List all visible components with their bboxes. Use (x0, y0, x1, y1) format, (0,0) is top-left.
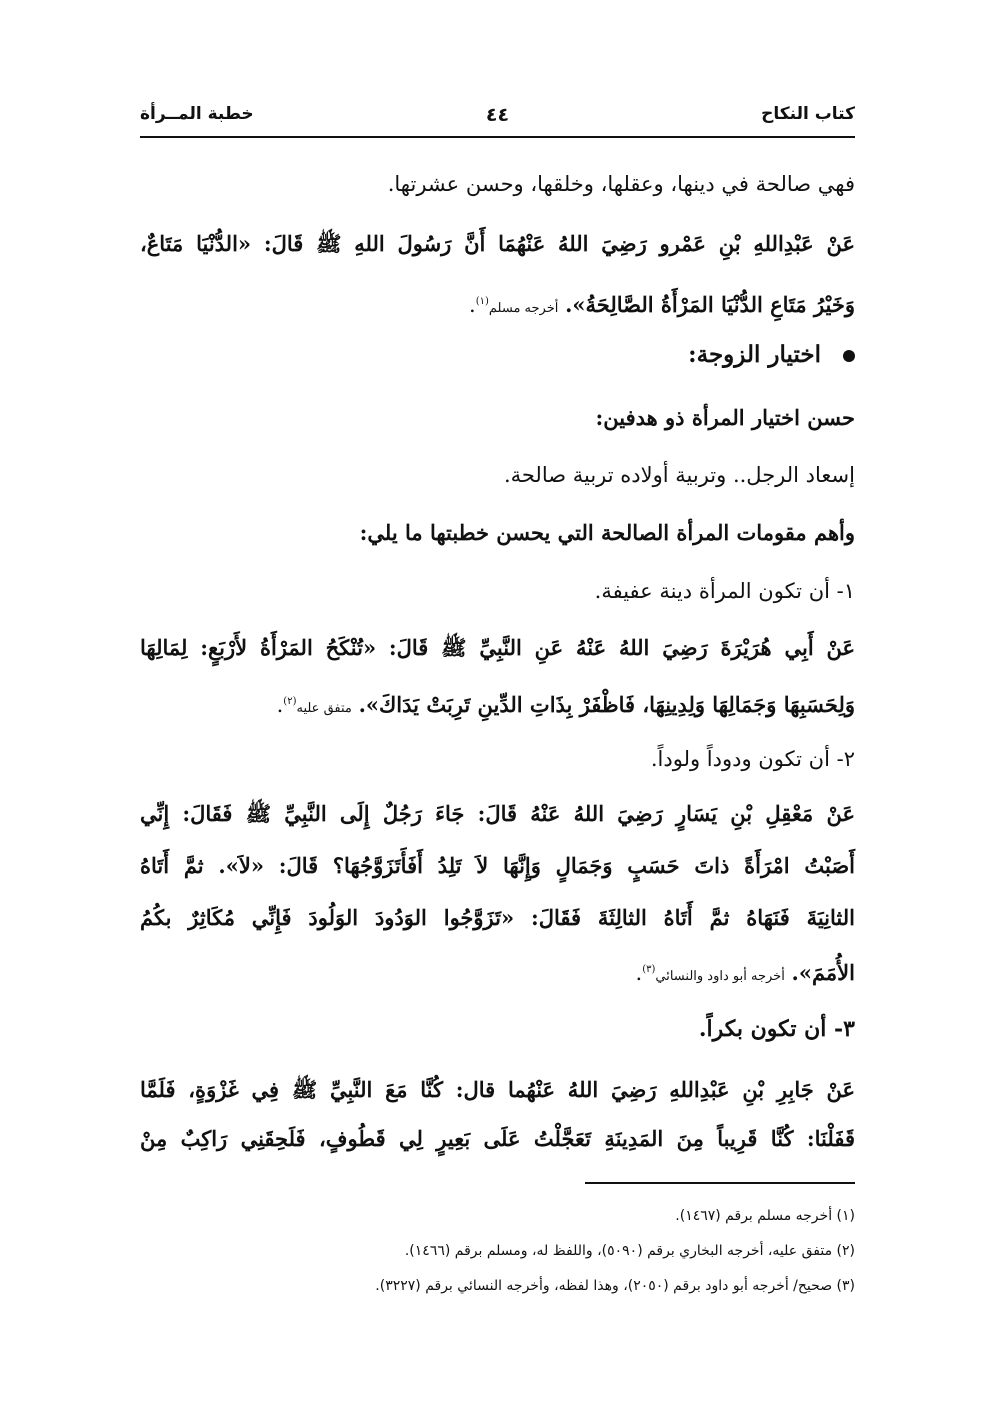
list-item-heading: ٣- أن تكون بكراً. (698, 1016, 855, 1042)
list-item-heading: ١- أن تكون المرأة دينة عفيفة. (594, 579, 855, 603)
hadith-line: الأُمَمَ». أخرجه أبو داود والنسائي$^{(٣)}$. (635, 960, 855, 985)
footnote-ref: (١) (475, 296, 489, 307)
hadith-text: وَخَيْرُ مَتَاعِ الدُّنْيَا المَرْأَةُ الصَّالِحَةُ». (565, 292, 855, 317)
section-heading (140, 340, 855, 370)
body-line: إسعاد الرجل.. وتربية أولاده تربية صالحة. (503, 463, 855, 487)
source-note: أخرجه مسلم (488, 301, 559, 316)
hadith-line: وَخَيْرُ مَتَاعِ الدُّنْيَا المَرْأَةُ الصَّالِحَةُ». أخرجه مسلم$^{(١)}$. (469, 292, 855, 317)
hadith-line (140, 851, 855, 881)
section-heading-text: اختيار الزوجة: (688, 341, 821, 368)
hadith-line (140, 229, 855, 259)
footnote-ref: (٣) (642, 964, 656, 975)
hadith-text: وَلِحَسَبِهَا وَجَمَالِهَا وَلِدِينِهَا، فَاظْفَرْ بِذَاتِ الدِّينِ تَرِبَتْ يَدَاكَ». (358, 692, 855, 717)
hadith-text: الأُمَمَ». (791, 960, 855, 985)
hadith-text: أَصَبْتُ امْرَأَةً ذاتَ حَسَبٍ وَجَمَالٍ وَإِنَّهَا لاَ تَلِدُ أَفَأَتَزَوَّجُهَا؟ قَالَ: «لاَ». ثمَّ أَتَاهُ (140, 853, 855, 878)
header-divider (140, 136, 855, 138)
running-header (140, 104, 855, 134)
bullet-icon (843, 350, 855, 362)
list-item-heading: ٢- أن تكون ودوداً ولوداً. (650, 747, 855, 771)
chapter-title: خطبة المــرأة (140, 104, 254, 124)
hadith-text: عَنْ أَبِي هُرَيْرَةَ رَضِيَ اللهُ عَنْهُ عَنِ النَّبِيِّ ﷺ قَالَ: «تُنْكَحُ المَرْأَةُ لأَرْبَعٍ: لِمَالِهَا (140, 635, 855, 660)
hadith-text: عَنْ جَابِرِ بْنِ عَبْدِاللهِ رَضِيَ اللهُ عَنْهُما قال: كُنَّا مَعَ النَّبِيِّ ﷺ فِي غَزْوَةٍ، فَلَمَّا (140, 1077, 855, 1102)
footnote: (٢) متفق عليه، أخرجه البخاري برقم (٥٠٩٠)، واللفظ له، ومسلم برقم (١٤٦٦). (404, 1243, 855, 1259)
subheading: حسن اختيار المرأة ذو هدفين: (595, 405, 855, 430)
hadith-text: قَفَلْنَا: كُنَّا قَرِيباً مِنَ المَدِينَةِ تَعَجَّلْتُ عَلَى بَعِيرٍ لِي قَطُوفٍ، فَلَحِقَنِي رَاكِبٌ مِنْ (140, 1126, 855, 1151)
footnote-divider (585, 1182, 855, 1184)
hadith-line (140, 799, 855, 829)
hadith-line (140, 903, 855, 933)
page-number: ٤٤ (485, 104, 510, 126)
book-title: كتاب النكاح (761, 104, 855, 124)
hadith-text: عَنْ مَعْقِلِ بْنِ يَسَارٍ رَضِيَ اللهُ عَنْهُ قَالَ: جَاءَ رَجُلٌ إِلَى النَّبِيِّ ﷺ فَقَالَ: إِنِّي (140, 801, 855, 826)
hadith-line (140, 1075, 855, 1105)
hadith-text: الثانِيَةَ فَنَهَاهُ ثمَّ أَتَاهُ الثالِثَةَ فَقَالَ: «تَزَوَّجُوا الوَدُودَ الوَلُودَ فَإِنِّي مُكَاثِرٌ بكُمُ (140, 905, 855, 930)
footnote: (١) أخرجه مسلم برقم (١٤٦٧). (675, 1208, 855, 1224)
body-line: فهي صالحة في دينها، وعقلها، وخلقها، وحسن عشرتها. (387, 172, 855, 196)
footnote-ref: (٢) (283, 696, 297, 707)
hadith-line (140, 633, 855, 663)
source-note: متفق عليه (296, 701, 352, 716)
hadith-text: عَنْ عَبْدِاللهِ بْنِ عَمْرو رَضِيَ اللهُ عَنْهُمَا أَنَّ رَسُولَ اللهِ ﷺ قَالَ: «الدُّنْيَا مَتَاعٌ، (140, 231, 855, 256)
footnote: (٣) صحيح/ أخرجه أبو داود برقم (٢٠٥٠)، وهذا لفظه، وأخرجه النسائي برقم (٣٢٢٧). (375, 1278, 855, 1294)
source-note: أخرجه أبو داود والنسائي (655, 969, 785, 984)
hadith-line: وَلِحَسَبِهَا وَجَمَالِهَا وَلِدِينِهَا، فَاظْفَرْ بِذَاتِ الدِّينِ تَرِبَتْ يَدَاكَ». متفق عليه$^{(٢)}$. (276, 692, 855, 717)
subheading: وأهم مقومات المرأة الصالحة التي يحسن خطبتها ما يلي: (359, 520, 855, 545)
hadith-line (140, 1124, 855, 1154)
